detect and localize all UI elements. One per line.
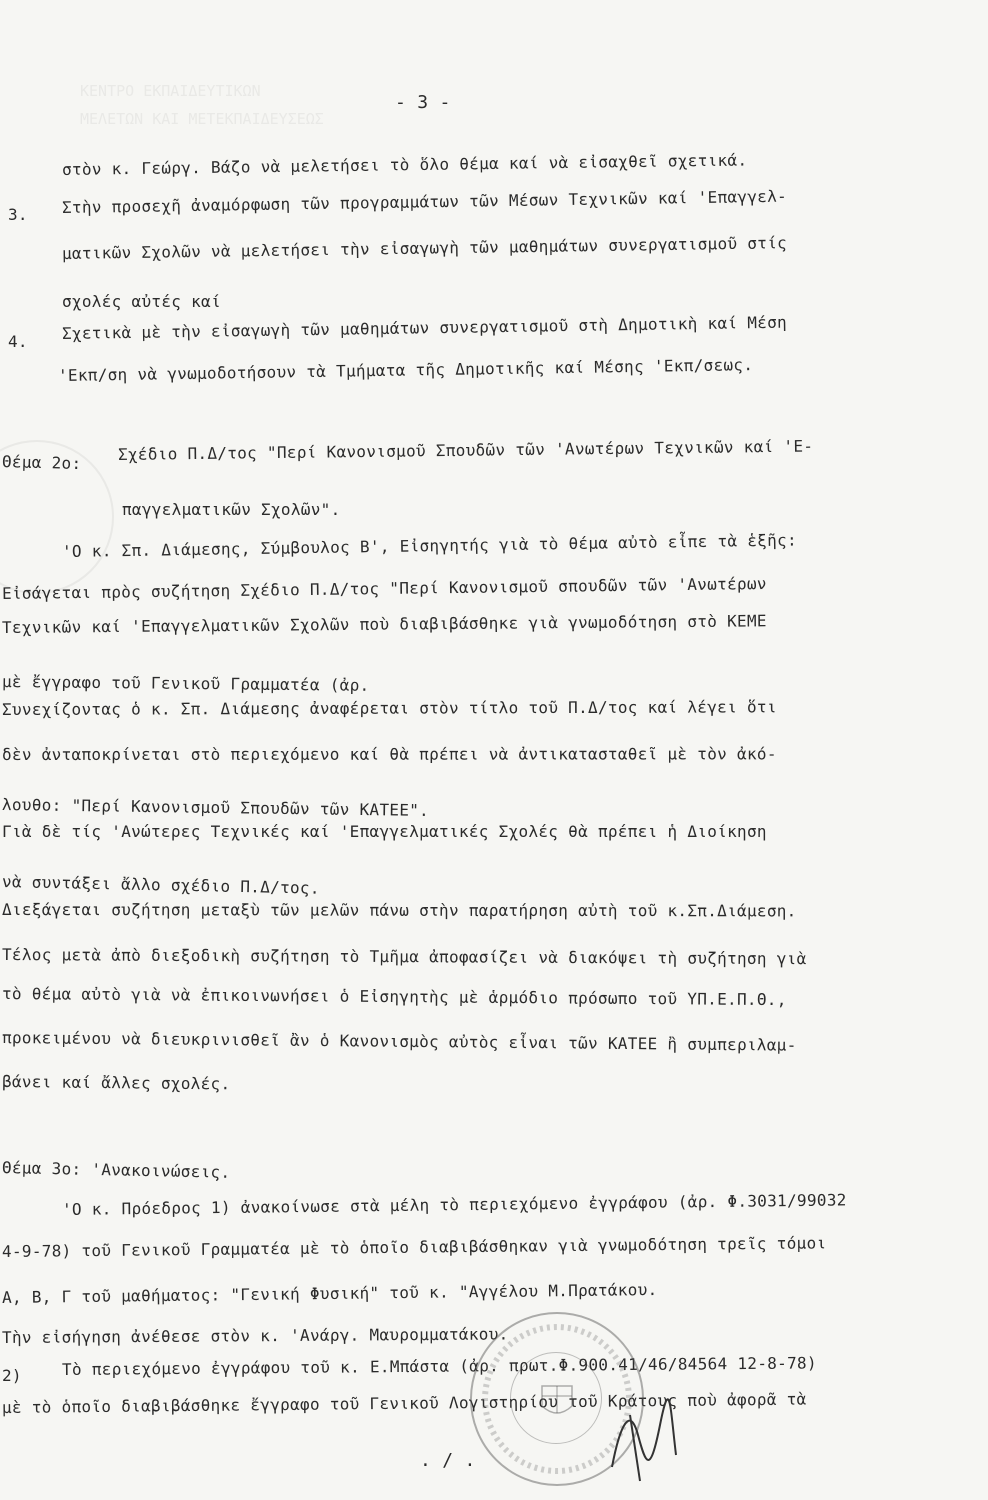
text-line: τὸ θέμα αὐτὸ γιὰ νὰ ἐπικοινωνήσει ὁ Εἰσηγητὴς μὲ ἁρμόδιο πρόσωπο τοῦ ΥΠ.Ε.Π.Θ., bbox=[1, 984, 787, 1010]
bleed-through-text: ΜΕΛΕΤΩΝ ΚΑΙ ΜΕΤΕΚΠΑΙΔΕΥΣΕΩΣ bbox=[80, 110, 324, 128]
text-line: Α, Β, Γ τοῦ μαθήματος: "Γενική Φυσική" τοῦ κ. "Αγγέλου Μ.Πρατάκου. bbox=[1, 1279, 658, 1307]
text-line: Σχετικὰ μὲ τὴν εἰσαγωγὴ τῶν μαθημάτων συνεργατισμοῦ στὴ Δημοτικὴ καί Μέση bbox=[61, 312, 788, 343]
item-number: 2) bbox=[2, 1366, 22, 1385]
text-line: παγγελματικῶν Σχολῶν". bbox=[122, 500, 341, 519]
text-line: Γιὰ δὲ τίς 'Ανώτερες Τεχνικές καί 'Επαγγελματικές Σχολές θὰ πρέπει ἡ Διοίκηση bbox=[2, 822, 767, 841]
text-line: 'Ο κ. Σπ. Διάμεσης, Σύμβουλος Β', Εἰσηγητής γιὰ τὸ θέμα αὐτὸ εἶπε τὰ ἑξῆς: bbox=[61, 530, 798, 561]
topic-heading: Θέμα 2ο: bbox=[1, 452, 82, 474]
text-line: δὲν ἀνταποκρίνεται στὸ περιεχόμενο καί θὰ πρέπει νὰ ἀντικατασταθεῖ μὲ τὸν ἀκό- bbox=[1, 744, 777, 764]
text-line: Σχέδιο Π.Δ/τος "Περί Κανονισμοῦ Σπουδῶν τῶν 'Ανωτέρων Τεχνικῶν καί 'Ε- bbox=[117, 436, 814, 464]
text-line: μὲ τὸ ὁποῖο διαβιβάσθηκε ἔγγραφο τοῦ Γενικοῦ Λογιστηρίου τοῦ Κράτους ποὺ ἀφορᾶ τὰ bbox=[1, 1389, 807, 1417]
topic-heading: Θέμα 3ο: 'Ανακοινώσεις. bbox=[1, 1158, 231, 1182]
item-number: 4. bbox=[8, 332, 28, 351]
text-line: 'Εκπ/ση νὰ γνωμοδοτήσουν τὰ Τμήματα τῆς Δημοτικῆς καί Μέσης 'Εκπ/σεως. bbox=[57, 355, 754, 385]
text-line: Διεξάγεται συζήτηση μεταξὺ τῶν μελῶν πάνω στὴν παρατήρηση αὐτὴ τοῦ κ.Σπ.Διάμεση. bbox=[1, 900, 797, 921]
page-number: - 3 - bbox=[395, 92, 451, 113]
text-line: Τὸ περιεχόμενο ἐγγράφου τοῦ κ. Ε.Μπάστα (ἀρ. πρωτ.Φ.900.41/46/84564 12-8-78) bbox=[61, 1353, 817, 1379]
text-line: βάνει καί ἄλλες σχολές. bbox=[1, 1072, 231, 1094]
text-line: Εἰσάγεται πρὸς συζήτηση Σχέδιο Π.Δ/τος "Περί Κανονισμοῦ σπουδῶν τῶν 'Ανωτέρων bbox=[1, 573, 767, 603]
item-number: 3. bbox=[8, 205, 28, 224]
text-line: 'Ο κ. Πρόεδρος 1) ἀνακοίνωσε στὰ μέλη τὸ περιεχόμενο ἐγγράφου (ἀρ. Φ.3031/99032 bbox=[61, 1190, 847, 1219]
text-line: Τὴν εἰσήγηση ἀνέθεσε στὸν κ. 'Ανάργ. Μαυρομματάκου. bbox=[1, 1324, 509, 1347]
text-line: σχολές αὐτές καί bbox=[62, 292, 221, 311]
text-line: ματικῶν Σχολῶν νὰ μελετήσει τὴν εἰσαγωγὴ τῶν μαθημάτων συνεργατισμοῦ στίς bbox=[61, 233, 788, 263]
text-line: λουθο: "Περί Κανονισμοῦ Σπουδῶν τῶν ΚΑΤΕΕ". bbox=[1, 795, 430, 820]
text-line: Συνεχίζοντας ὁ κ. Σπ. Διάμεσης ἀναφέρεται στὸν τίτλο τοῦ Π.Δ/τος καί λέγει ὅτι bbox=[1, 697, 777, 719]
continuation-mark: . / . bbox=[420, 1450, 476, 1471]
handwritten-signature bbox=[600, 1395, 690, 1485]
text-line: 4-9-78) τοῦ Γενικοῦ Γραμματέα μὲ τὸ ὁποῖο διαβιβάσθηκαν γιὰ γνωμοδότηση τρεῖς τόμοι bbox=[1, 1233, 827, 1261]
bleed-through-text: ΚΕΝΤΡΟ ΕΚΠΑΙΔΕΥΤΙΚΩΝ bbox=[80, 82, 261, 100]
text-line: προκειμένου νὰ διευκρινισθεῖ ἂν ὁ Κανονισμὸς αὐτὸς εἶναι τῶν ΚΑΤΕΕ ἢ συμπεριλαμ- bbox=[1, 1028, 797, 1055]
text-line: μὲ ἔγγραφο τοῦ Γενικοῦ Γραμματέα (ἀρ. bbox=[1, 672, 370, 695]
text-line: Τεχνικῶν καί 'Επαγγελματικῶν Σχολῶν ποὺ διαβιβάσθηκε γιὰ γνωμοδότηση στὸ ΚΕΜΕ bbox=[1, 611, 767, 637]
text-line: Τέλος μετὰ ἀπὸ διεξοδικὴ συζήτηση τὸ Τμῆμα ἀποφασίζει νὰ διακόψει τὴ συζήτηση γιὰ bbox=[1, 945, 807, 969]
text-line: Στὴν προσεχῆ ἀναμόρφωση τῶν προγραμμάτων τῶν Μέσων Τεχνικῶν καί 'Επαγγελ- bbox=[61, 186, 788, 217]
text-line: νὰ συντάξει ἄλλο σχέδιο Π.Δ/τος. bbox=[1, 872, 320, 898]
text-line: στὸν κ. Γεώργ. Βάζο νὰ μελετήσει τὸ ὅλο θέμα καί νὰ εἰσαχθεῖ σχετικά. bbox=[61, 150, 748, 179]
